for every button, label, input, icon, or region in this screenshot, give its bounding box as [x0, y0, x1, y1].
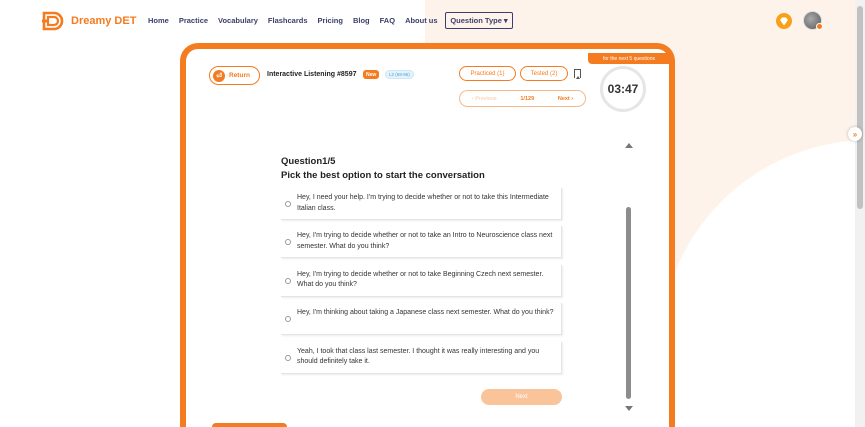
nav-link-pricing[interactable]: Pricing: [317, 16, 343, 25]
timer-tag: for the next 5 questions: [588, 53, 670, 64]
return-label: Return: [229, 72, 250, 79]
question-type-label: Question Type: [450, 16, 502, 25]
return-icon: ⏎: [213, 70, 225, 82]
nav-link-about[interactable]: About us: [405, 16, 438, 25]
practiced-button[interactable]: Practiced (1): [459, 66, 516, 81]
countdown-timer: 03:47: [600, 66, 646, 112]
side-floating-icon[interactable]: »: [848, 127, 862, 141]
nav-link-faq[interactable]: FAQ: [379, 16, 396, 25]
answer-options: [281, 188, 562, 380]
nav-links: [148, 16, 438, 25]
question-title: Interactive Listening #8597: [267, 71, 357, 78]
answer-option[interactable]: [281, 265, 562, 297]
pager-next-button[interactable]: Next ›: [557, 95, 574, 102]
logo-icon: [42, 11, 66, 31]
question-pager: [459, 90, 586, 107]
answer-option[interactable]: [281, 226, 562, 258]
pager-count: 1/129: [520, 95, 535, 102]
content-scrollbar-thumb[interactable]: [626, 207, 631, 399]
pager-previous-button[interactable]: ‹ Previous: [471, 95, 497, 102]
return-button[interactable]: [209, 66, 260, 85]
nav-link-practice[interactable]: Practice: [178, 16, 209, 25]
avatar-status-dot: [816, 23, 823, 30]
radio-icon[interactable]: [285, 355, 291, 361]
pager-next-label: Next: [557, 95, 570, 102]
radio-icon[interactable]: [285, 239, 291, 245]
content-scrollbar[interactable]: [624, 143, 634, 411]
question-number: Question1/5: [281, 156, 336, 167]
page-scrollbar-thumb[interactable]: [857, 6, 863, 209]
top-nav: [0, 0, 855, 42]
answer-option-text: Hey, I'm trying to decide whether or not to take Beginning Czech next semester. What do you think?: [297, 270, 544, 289]
nav-link-flashcards[interactable]: Flashcards: [267, 16, 308, 25]
tested-button[interactable]: Tested (2): [520, 66, 568, 81]
brand-name: Dreamy DET: [71, 15, 137, 27]
answer-option[interactable]: [281, 342, 562, 374]
diamond-icon[interactable]: [776, 13, 792, 29]
nav-link-vocabulary[interactable]: Vocabulary: [218, 16, 258, 25]
scroll-up-icon[interactable]: [625, 143, 633, 148]
nav-link-blog[interactable]: Blog: [352, 16, 370, 25]
answer-option[interactable]: [281, 303, 562, 335]
radio-icon[interactable]: [285, 201, 291, 207]
bookmark-icon[interactable]: [574, 69, 581, 78]
logo[interactable]: [42, 11, 136, 31]
level-badge: L2 (69-95): [385, 70, 414, 79]
avatar[interactable]: [803, 11, 822, 30]
answer-option-text: Yeah, I took that class last semester. I thought it was really interesting and you should definitely take it.: [297, 347, 540, 366]
answer-option-text: Hey, I'm thinking about taking a Japanese class next semester. What do you think?: [297, 309, 554, 317]
question-prompt: Pick the best option to start the conversation: [281, 170, 485, 181]
question-type-dropdown[interactable]: [445, 12, 513, 29]
next-button[interactable]: Next: [481, 389, 562, 405]
page-scrollbar[interactable]: [855, 0, 865, 427]
answer-option-text: Hey, I need your help. I'm trying to decide whether or not to take this Intermediate Italian class.: [297, 194, 549, 212]
nav-link-home[interactable]: Home: [148, 16, 169, 25]
radio-icon[interactable]: [285, 316, 291, 322]
new-badge: New: [363, 70, 379, 79]
chevron-down-icon: ▾: [503, 16, 508, 25]
pager-previous-label: Previous: [475, 95, 497, 102]
bottom-tab-edge: [212, 423, 287, 427]
answer-option[interactable]: [281, 188, 562, 220]
radio-icon[interactable]: [285, 278, 291, 284]
scroll-down-icon[interactable]: [625, 406, 633, 411]
answer-option-text: Hey, I'm trying to decide whether or not to take an Intro to Neuroscience class next semester. What do you think?: [297, 232, 553, 250]
